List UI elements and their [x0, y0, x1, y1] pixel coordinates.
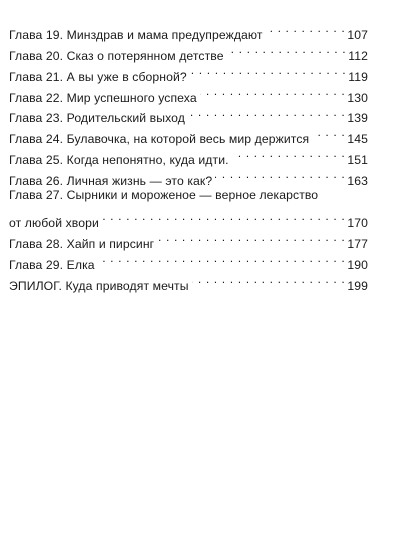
toc-entry-line1 — [9, 185, 368, 206]
dot-leader — [312, 122, 345, 143]
toc-entry-page: 119 — [348, 69, 368, 84]
toc-entry-title: Глава 23. Родительский выход — [9, 111, 185, 126]
dot-leader — [200, 81, 346, 102]
toc-entry-page: 163 — [347, 174, 368, 189]
toc-entry-title-continued: от любой хвори — [9, 215, 99, 230]
dot-leader — [227, 39, 347, 60]
toc-entry-page: 139 — [347, 111, 368, 126]
toc-entry-page: 145 — [347, 132, 368, 147]
toc-entry-page: 107 — [347, 27, 368, 42]
dot-leader — [157, 227, 345, 248]
toc-entry-page: 170 — [347, 215, 368, 230]
toc-entry-title: Глава 20. Сказ о потерянном детстве — [9, 48, 224, 63]
dot-leader — [192, 269, 346, 290]
toc-entry — [9, 18, 368, 42]
toc-entry-title: Глава 19. Минздрав и мама предупреждают — [9, 27, 263, 42]
dot-leader — [102, 206, 345, 227]
toc-entry-title: Глава 29. Елка — [9, 257, 95, 272]
toc-entry-title: Глава 22. Мир успешного успеха — [9, 90, 197, 105]
dot-leader — [232, 143, 346, 164]
toc-entry-page: 190 — [347, 257, 368, 272]
toc-entry-title: Глава 24. Булавочка, на которой весь мир держится — [9, 132, 310, 147]
toc-entry-title: Глава 26. Личная жизнь — это как? — [9, 174, 213, 189]
toc-entry-title: Глава 21. А вы уже в сборной? — [9, 69, 187, 84]
dot-leader — [215, 164, 345, 185]
dot-leader — [190, 60, 346, 81]
toc-entry-title: Глава 27. Сырники и мороженое — верное лекарство — [9, 188, 319, 203]
toc-entry-page: 199 — [347, 278, 368, 293]
toc-entry-title: ЭПИЛОГ. Куда приводят мечты — [9, 278, 189, 293]
toc-entry-page: 177 — [347, 236, 368, 251]
dot-leader — [98, 248, 346, 269]
toc-entry-line2 — [9, 206, 368, 230]
table-of-contents — [9, 18, 368, 293]
toc-entry-page: 151 — [347, 153, 368, 168]
dot-leader — [266, 18, 346, 39]
toc-entry-page: 112 — [348, 48, 368, 63]
toc-entry-page: 130 — [347, 90, 368, 105]
toc-entry-title: Глава 28. Хайп и пирсинг — [9, 236, 155, 251]
toc-entry-title: Глава 25. Когда непонятно, куда идти. — [9, 153, 229, 168]
dot-leader — [188, 102, 345, 123]
